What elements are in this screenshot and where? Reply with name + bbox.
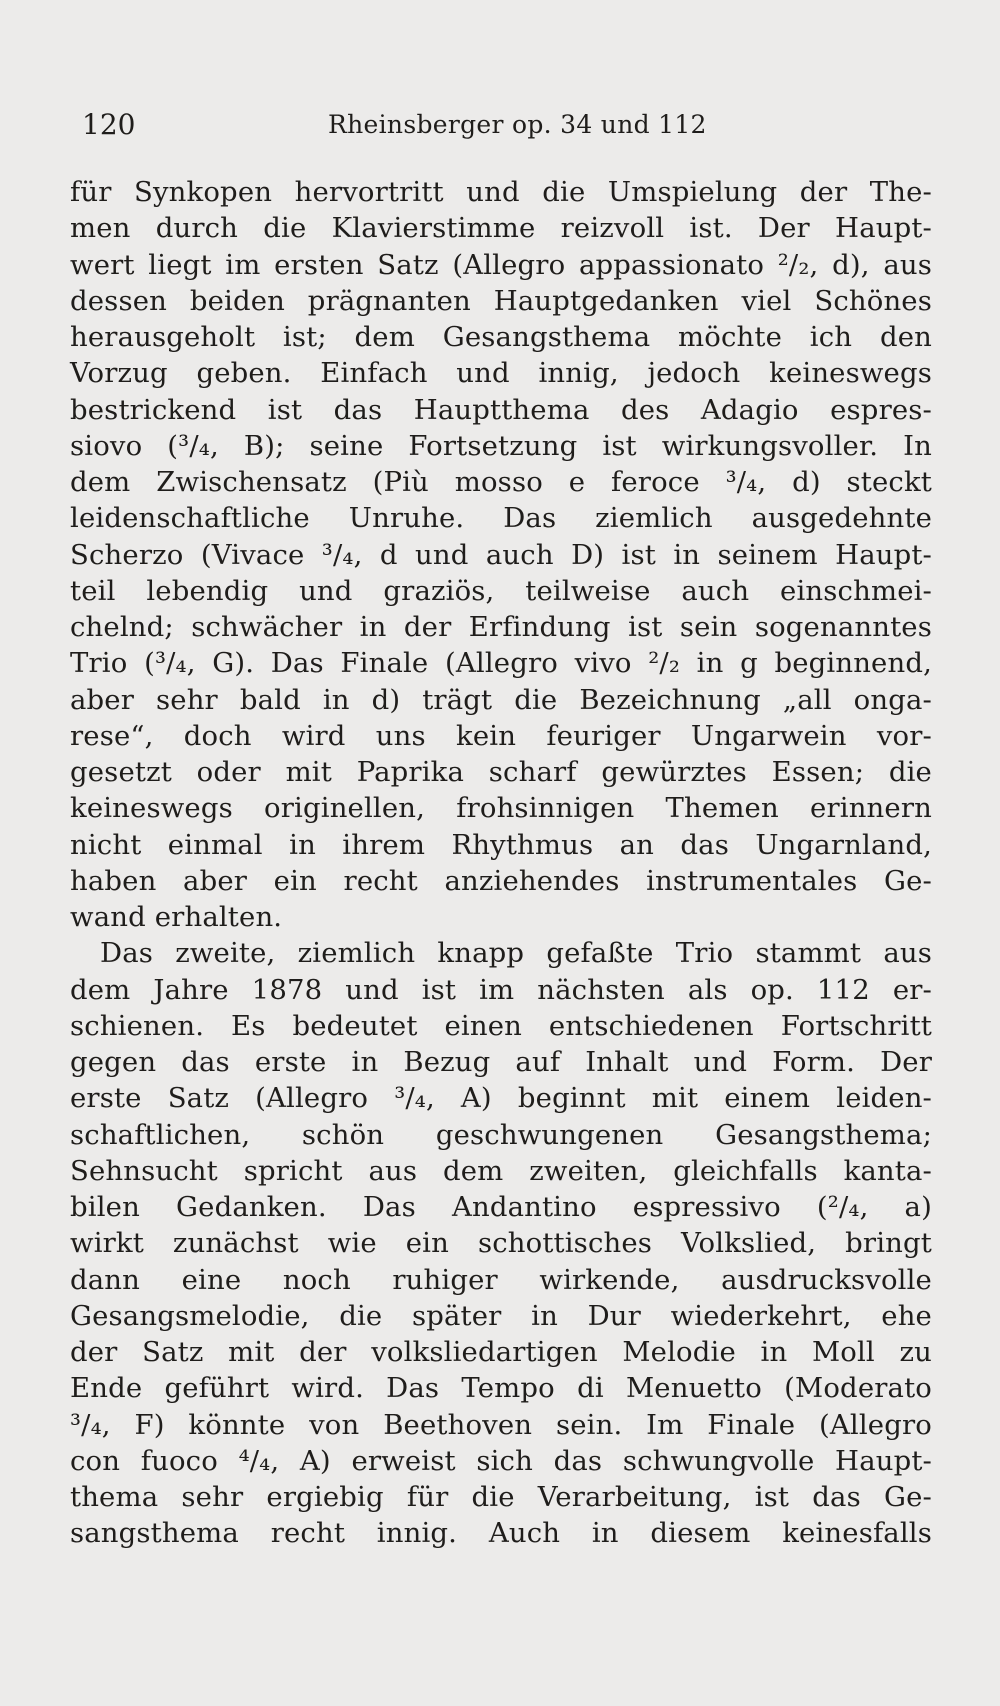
text-line: wirkt zunächst wie ein schottisches Volkslied, bringt (70, 1227, 932, 1260)
text-line: aber sehr bald in d) trägt die Bezeichnung „all onga- (70, 683, 932, 716)
text-line: con fuoco ⁴/₄, A) erweist sich das schwungvolle Haupt- (70, 1444, 932, 1477)
text-line: thema sehr ergiebig für die Verarbeitung, ist das Ge- (70, 1481, 932, 1513)
text-line: gesetzt oder mit Paprika scharf gewürztes Essen; die (70, 756, 932, 788)
text-line: haben aber ein recht anziehendes instrumentales Ge- (70, 864, 932, 897)
text-line: bestrickend ist das Hauptthema des Adagio espres- (70, 393, 932, 426)
text-line: Gesangsmelodie, die später in Dur wiederkehrt, ehe (70, 1299, 932, 1332)
text-line: dann eine noch ruhiger wirkende, ausdrucksvolle (70, 1263, 932, 1296)
body-text (70, 174, 932, 1552)
text-line: teil lebendig und graziös, teilweise auch einschmei- (70, 574, 932, 607)
text-line: leidenschaftliche Unruhe. Das ziemlich ausgedehnte (70, 502, 932, 535)
text-line: gegen das erste in Bezug auf Inhalt und Form. Der (70, 1046, 932, 1078)
text-line: schaftlichen, schön geschwungenen Gesangsthema; (70, 1118, 932, 1151)
text-line: keineswegs originellen, frohsinnigen Themen erinnern (70, 792, 932, 825)
text-line: wert liegt im ersten Satz (Allegro appassionato ²/₂, d), aus (70, 248, 932, 281)
text-line: dem Jahre 1878 und ist im nächsten als op. 112 er- (70, 973, 932, 1006)
text-line: nicht einmal in ihrem Rhythmus an das Ungarnland, (70, 828, 932, 861)
text-line: rese“, doch wird uns kein feuriger Ungarwein vor- (70, 719, 932, 752)
text-line: Sehnsucht spricht aus dem zweiten, gleichfalls kanta- (70, 1154, 932, 1187)
text-line: für Synkopen hervortritt und die Umspielung der The- (70, 176, 932, 208)
text-line: ³/₄, F) könnte von Beethoven sein. Im Finale (Allegro (70, 1408, 932, 1441)
text-line: Scherzo (Vivace ³/₄, d und auch D) ist in seinem Haupt- (70, 538, 932, 571)
text-line: Ende geführt wird. Das Tempo di Menuetto (Moderato (70, 1372, 932, 1405)
running-title: Rheinsberger op. 34 und 112 (328, 110, 707, 139)
paragraph-start-line: Das zweite, ziemlich knapp gefaßte Trio stammt aus (100, 937, 932, 970)
text-line: Vorzug geben. Einfach und innig, jedoch keineswegs (70, 357, 932, 390)
text-line: sangsthema recht innig. Auch in diesem keinesfalls (70, 1517, 932, 1550)
text-line: Trio (³/₄, G). Das Finale (Allegro vivo ²/₂ in g beginnend, (70, 647, 932, 680)
text-line: der Satz mit der volksliedartigen Melodie in Moll zu (70, 1336, 932, 1368)
text-line: dessen beiden prägnanten Hauptgedanken viel Schönes (70, 284, 932, 317)
text-line: schienen. Es bedeutet einen entschiedenen Fortschritt (70, 1009, 932, 1042)
text-line: chelnd; schwächer in der Erfindung ist sein sogenanntes (70, 611, 932, 643)
text-line: dem Zwischensatz (Più mosso e feroce ³/₄, d) steckt (70, 466, 932, 498)
paragraph-end-line: wand erhalten. (70, 901, 283, 933)
text-line: men durch die Klavierstimme reizvoll ist. Der Haupt- (70, 212, 932, 245)
text-line: erste Satz (Allegro ³/₄, A) beginnt mit einem leiden- (70, 1082, 932, 1115)
text-line: siovo (³/₄, B); seine Fortsetzung ist wirkungsvoller. In (70, 429, 932, 462)
text-line: herausgeholt ist; dem Gesangsthema möchte ich den (70, 321, 932, 353)
running-header (72, 108, 872, 148)
page-number: 120 (82, 108, 136, 141)
text-line: bilen Gedanken. Das Andantino espressivo (²/₄, a) (70, 1191, 932, 1223)
